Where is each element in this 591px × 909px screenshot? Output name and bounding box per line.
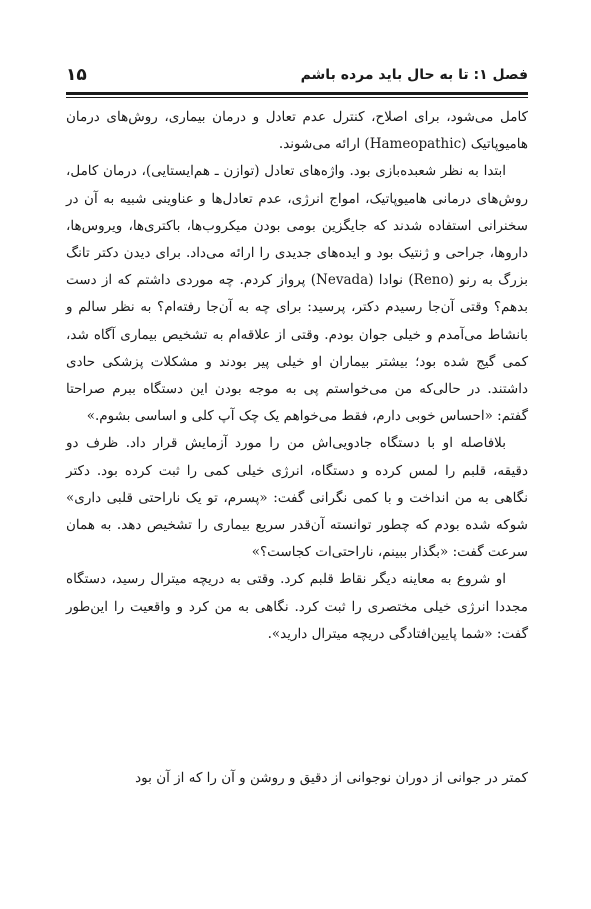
page-number: ۱۵: [66, 65, 87, 85]
chapter-title: فصل ۱: تا به حال باید مرده باشم: [300, 67, 528, 83]
paragraph-3: بلافاصله او با دستگاه جادویی‌اش من را مورد آزمایش قرار داد. ظرف دو دقیقه، قلبم را لمس کرده و دستگاه، انرژی خیلی کمی را ثبت کرده بود. دکتر نگاهی به من انداخت و با کمی نگرانی گفت: «پسرم، تو یک ناراحتی قلبی داری» شوکه شده بودم که چطور توانسته آن‌قدر سریع بیماری را تشخیص دهد. به همان سرعت گفت: «بگذار ببینم، ناراحتی‌ات کجاست؟»: [66, 435, 528, 561]
header-rule-thick: [66, 92, 528, 95]
cut-off-text-line: [66, 770, 528, 790]
paragraph-1: کامل می‌شود، برای اصلاح، کنترل عدم تعادل و درمان بیماری، روش‌های درمان هامیوپاتیک (Hameopathic) ارائه می‌شوند.: [66, 109, 528, 153]
page-header: [66, 60, 528, 90]
body-text: [66, 104, 528, 648]
header-rule-thin: [66, 97, 528, 98]
cut-off-text: کمتر در جوانی از دوران نوجوانی از دقیق و روشن و آن را که از آن بود: [135, 770, 528, 786]
paragraph-4: او شروع به معاینه دیگر نقاط قلبم کرد. وقتی به دریچه میترال رسید، دستگاه مجددا انرژی خیلی مختصری را ثبت کرد. نگاهی به من کرد و واقعیت را این‌طور گفت: «شما پایین‌افتادگی دریچه میترال دارید».: [66, 571, 528, 642]
paragraph-2: ابتدا به نظر شعبده‌بازی بود. واژه‌های تعادل (توازن ـ هم‌ایستایی)، درمان کامل، روش‌های درمانی هامیوپاتیک، امواج انرژی، عدم تعادل‌ها و عناوینی شبیه به آن در سخنرانی استفاده شدند که جایگزین بومی بودن میکروب‌ها، باکتری‌ها، ویروس‌ها، داروها، جراحی و ژنتیک بود و ایده‌های جدیدی را ارائه می‌داد. برای دیدن دکتر تانگ بزرگ به رنو (Reno) نوادا (Nevada) پرواز کردم. چه موردی داشتم که از دست بدهم؟ وقتی آن‌جا رسیدم دکتر، پرسید: برای چه به آن‌جا رفته‌ام؟ به نظر سالم و بانشاط می‌آمدم و خیلی جوان بودم. وقتی از علاقه‌ام به تشخیص بیماری آگاه شد، کمی گیج شده بود؛ بیشتر بیماران او خیلی پیر بودند و مشکلات پزشکی حادی داشتند. در حالی‌که من می‌خواستم پی به موجه بودن این دستگاه ببرم صراحتا گفتم: «احساس خوبی دارم، فقط می‌خواهم یک چک آپ کلی و اساسی بشوم.»: [66, 163, 528, 425]
